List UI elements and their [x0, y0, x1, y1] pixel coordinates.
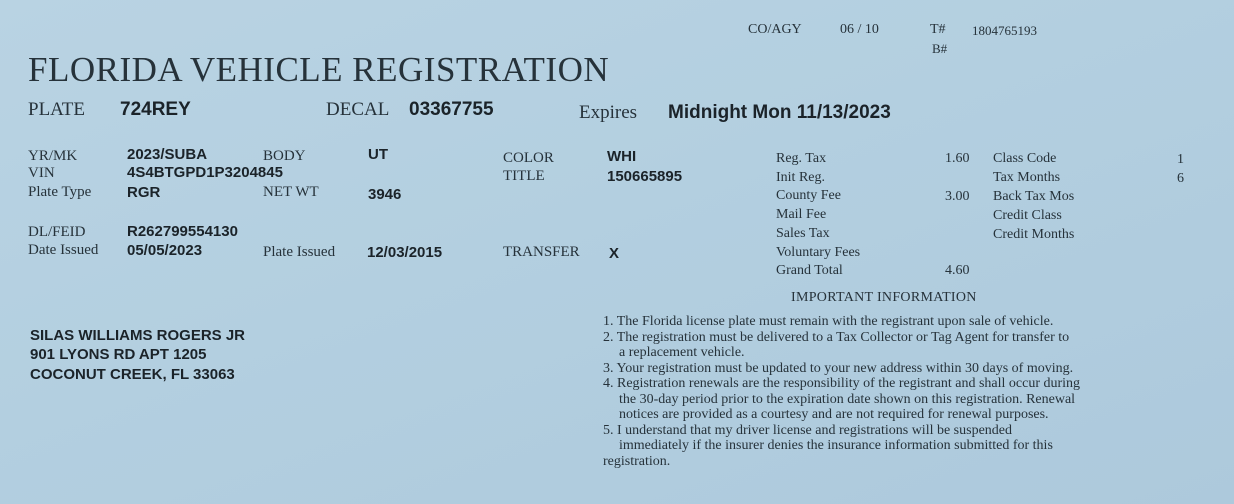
- info-item-5: 5. I understand that my driver license and registrations will be suspended: [603, 422, 1013, 438]
- vin-value: 4S4BTGPD1P3204845: [127, 164, 283, 181]
- title-label: TITLE: [503, 168, 545, 184]
- important-heading: IMPORTANT INFORMATION: [791, 290, 977, 305]
- net-wt-value: 3946: [368, 186, 402, 203]
- transfer-value: X: [609, 245, 620, 262]
- date-issued-label: Date Issued: [28, 242, 99, 258]
- reg-tax-label: Reg. Tax: [776, 151, 827, 166]
- t-number-label: T#: [930, 22, 946, 37]
- color-value: WHI: [607, 148, 637, 165]
- reg-tax-value: 1.60: [945, 151, 970, 166]
- tax-months-value: 6: [1177, 171, 1184, 186]
- yrmk-label: YR/MK: [28, 148, 78, 164]
- body-value: UT: [368, 146, 388, 163]
- voluntary-fees-label: Voluntary Fees: [776, 245, 861, 260]
- net-wt-label: NET WT: [263, 184, 319, 200]
- co-agy-value: 06 / 10: [840, 22, 879, 37]
- t-number-value: 1804765193: [972, 23, 1037, 38]
- plate-value: 724REY: [120, 99, 191, 120]
- grand-total-label: Grand Total: [776, 263, 843, 278]
- co-agy-label: CO/AGY: [748, 22, 802, 37]
- back-tax-label: Back Tax Mos: [993, 189, 1075, 204]
- mail-fee-label: Mail Fee: [776, 207, 827, 222]
- info-item-4-cont2: notices are provided as a courtesy and are not required for renewal purposes.: [619, 407, 1049, 422]
- date-issued-value: 05/05/2023: [127, 242, 203, 259]
- credit-class-label: Credit Class: [993, 208, 1062, 223]
- tax-months-label: Tax Months: [993, 170, 1061, 185]
- owner-address-line1: 901 LYONS RD APT 1205: [30, 346, 207, 363]
- b-number-label: B#: [932, 41, 948, 56]
- document-title: FLORIDA VEHICLE REGISTRATION: [28, 50, 610, 89]
- info-item-4-cont1: the 30-day period prior to the expiration date shown on this registration. Renewal: [619, 391, 1076, 407]
- body-label: BODY: [263, 148, 306, 164]
- plate-issued-value: 12/03/2015: [367, 244, 443, 261]
- sales-tax-label: Sales Tax: [776, 226, 830, 241]
- expires-label: Expires: [579, 102, 638, 123]
- vin-label: VIN: [28, 165, 55, 181]
- decal-value: 03367755: [409, 99, 494, 120]
- credit-months-label: Credit Months: [993, 227, 1075, 242]
- info-item-2-cont: a replacement vehicle.: [619, 345, 745, 360]
- color-label: COLOR: [503, 150, 554, 166]
- info-item-4: 4. Registration renewals are the responsibility of the registrant and shall occur during: [603, 376, 1081, 391]
- title-value: 150665895: [607, 168, 683, 185]
- class-code-label: Class Code: [993, 151, 1057, 166]
- plate-issued-label: Plate Issued: [263, 244, 336, 260]
- expires-value: Midnight Mon 11/13/2023: [668, 102, 891, 123]
- important-info-list: [603, 314, 1203, 469]
- dl-feid-value: R262799554130: [127, 223, 238, 240]
- plate-label: PLATE: [28, 99, 85, 120]
- transfer-label: TRANSFER: [503, 244, 580, 260]
- owner-address-line2: COCONUT CREEK, FL 33063: [30, 366, 235, 383]
- class-code-value: 1: [1177, 152, 1184, 167]
- decal-label: DECAL: [326, 99, 390, 120]
- init-reg-label: Init Reg.: [776, 170, 825, 185]
- county-fee-label: County Fee: [776, 188, 841, 203]
- plate-type-value: RGR: [127, 184, 161, 201]
- info-item-1: 1. The Florida license plate must remain with the registrant upon sale of vehicle.: [603, 314, 1054, 329]
- yrmk-value: 2023/SUBA: [127, 146, 208, 163]
- info-item-5-cont2: registration.: [603, 453, 671, 469]
- plate-type-label: Plate Type: [28, 184, 92, 200]
- county-fee-value: 3.00: [945, 189, 970, 204]
- info-item-2: 2. The registration must be delivered to a Tax Collector or Tag Agent for transfer to: [603, 329, 1070, 345]
- info-item-3: 3. Your registration must be updated to your new address within 30 days of moving.: [603, 360, 1074, 376]
- grand-total-value: 4.60: [945, 263, 970, 278]
- owner-name: SILAS WILLIAMS ROGERS JR: [30, 327, 246, 344]
- dl-feid-label: DL/FEID: [28, 224, 86, 240]
- info-item-5-cont1: immediately if the insurer denies the insurance information submitted for this: [619, 438, 1053, 453]
